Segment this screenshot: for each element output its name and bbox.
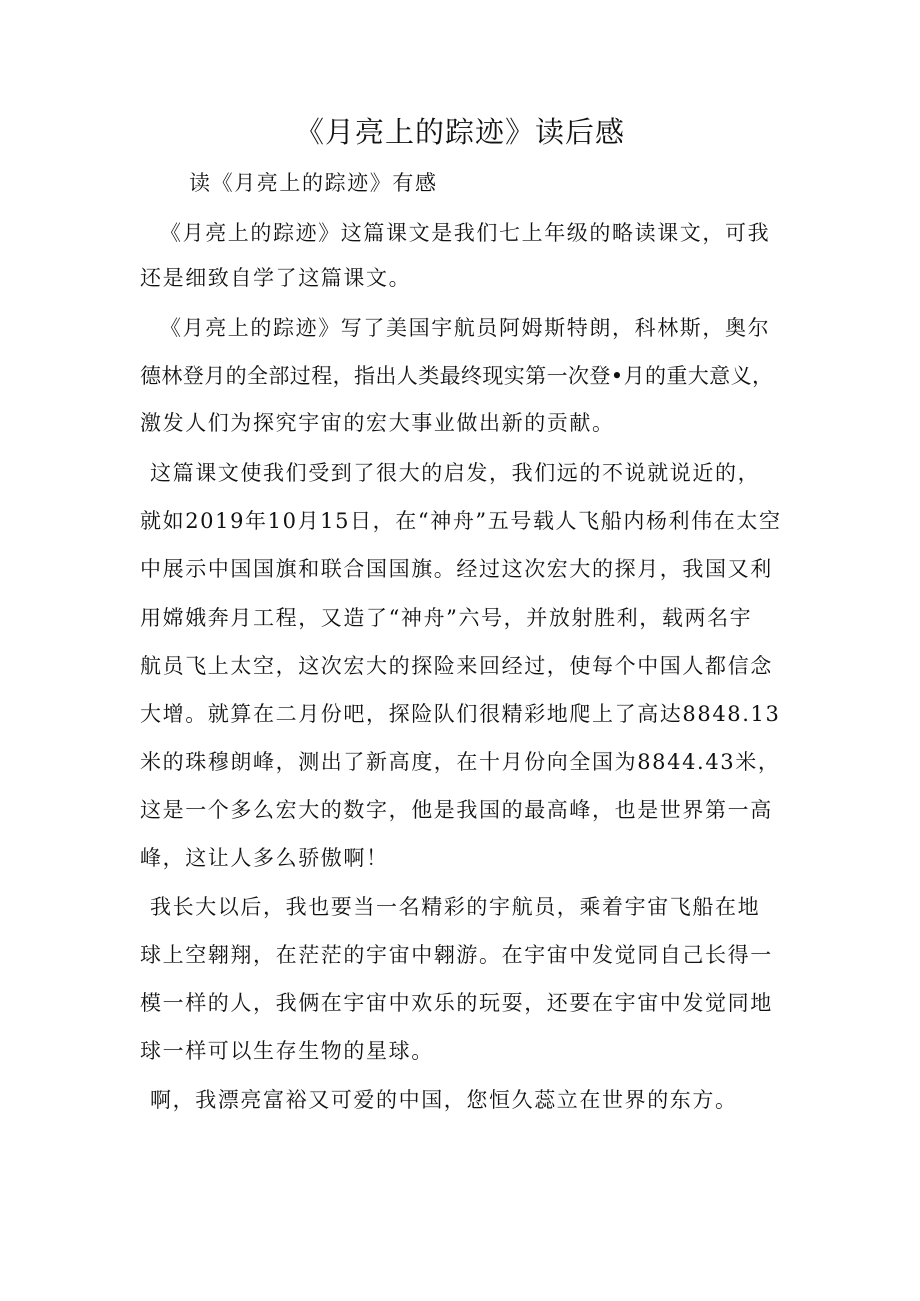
- paragraph-5-line-1: 啊，我漂亮富裕又可爱的中国，您恒久蕊立在世界的东方。: [150, 1088, 738, 1112]
- paragraph-2-line-3: 激发人们为探究宇宙的宏大事业做出新的贡献。: [140, 411, 615, 435]
- paragraph-3-line-2: 就如2019年10月15日，在“神舟”五号载人飞船内杨利伟在太空: [140, 509, 782, 533]
- paragraph-3-line-3: 中展示中国国旗和联合国国旗。经过这次宏大的探月，我国又利: [140, 557, 773, 581]
- paragraph-4-line-4: 球一样可以生存生物的星球。: [140, 1039, 434, 1063]
- paragraph-3-line-8: 这是一个多么宏大的数字，他是我国的最高峰，也是世界第一高: [140, 798, 773, 822]
- document-title: 《月亮上的踪迹》读后感: [294, 115, 625, 149]
- paragraph-3-line-6: 大增。就算在二月份吧，探险队们很精彩地爬上了高达8848.13: [140, 702, 781, 726]
- paragraph-4-line-3: 模一样的人，我俩在宇宙中欢乐的玩耍，还要在宇宙中发觉同地: [140, 991, 773, 1015]
- paragraph-3-line-9: 峰，这让人多么骄傲啊！: [140, 846, 389, 870]
- subtitle-line: 读《月亮上的踪迹》有感: [189, 171, 438, 195]
- paragraph-2-line-2: 德林登月的全部过程，指出人类最终现实第一次登•月的重大意义，: [140, 364, 774, 388]
- paragraph-4-line-2: 球上空翱翔，在茫茫的宇宙中翱游。在宇宙中发觉同自己长得一: [140, 943, 773, 967]
- paragraph-3-line-1: 这篇课文使我们受到了很大的启发，我们远的不说就说近的，: [150, 461, 761, 485]
- paragraph-3-line-5: 航员飞上太空，这次宏大的探险来回经过，使每个中国人都信念: [140, 654, 773, 678]
- paragraph-2-line-1: 《月亮上的踪迹》写了美国宇航员阿姆斯特朗，科林斯，奥尔: [160, 316, 771, 340]
- paragraph-3-line-7: 米的珠穆朗峰，测出了新高度，在十月份向全国为8844.43米，: [140, 750, 781, 774]
- paragraph-3-line-4: 用嫦娥奔月工程，又造了“神舟”六号，并放射胜利，载两名宇: [140, 606, 753, 630]
- paragraph-1-line-2: 还是细致自学了这篇课文。: [140, 266, 412, 290]
- paragraph-4-line-1: 我长大以后，我也要当一名精彩的宇航员，乘着宇宙飞船在地: [150, 895, 761, 919]
- paragraph-1-line-1: 《月亮上的踪迹》这篇课文是我们七上年级的略读课文，可我: [160, 221, 771, 245]
